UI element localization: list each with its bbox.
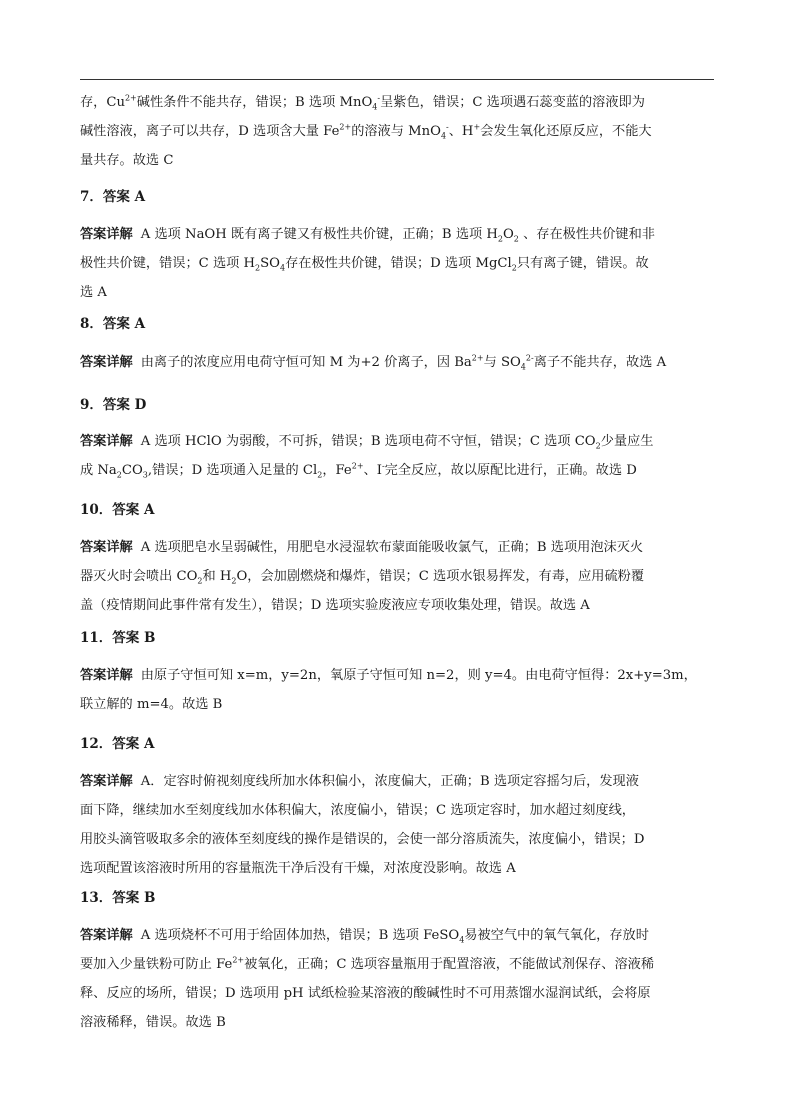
- detail-label: 答案详解: [80, 355, 133, 370]
- detail-label: 答案详解: [80, 928, 133, 943]
- question-13-heading: 13．答案 B: [80, 890, 156, 906]
- question-10-detail: 答案详解 A 选项肥皂水呈弱碱性，用肥皂水浸湿软布蒙面能吸收氯气，正确；B 选项用泡沫灭火 器灭火时会喷出 $CO_2$和 $H_2O$，会加剧燃烧和爆炸，错误；C 选项水银易挥发，有毒，应用硫粉覆 盖（疫情期间此事件常有发生），错误；D 选项实验废液应专项收集处理，错误。故选 A: [80, 540, 645, 613]
- question-11-detail: 答案详解 由原子守恒可知 x=m，y=2n，氧原子守恒可知 n=2，则 y=4。由电荷守恒得：2x+y=3m， 联立解的 m=4。故选 B: [80, 668, 697, 712]
- detail-label: 答案详解: [80, 434, 133, 449]
- question-10-heading: 10．答案 A: [80, 502, 155, 518]
- intro-line-3: 量共存。故选 C: [80, 153, 174, 168]
- question-12-heading: 12．答案 A: [80, 736, 155, 752]
- intro-line-1: 存，$Cu^{2+}$碱性条件不能共存，错误；B 选项 MnO$_4$-呈紫色，错误；C 选项遇石蕊变蓝的溶液即为: [80, 93, 645, 112]
- intro-text: [80, 88, 714, 175]
- detail-label: 答案详解: [80, 668, 133, 683]
- question-7-detail: 答案详解 A 选项 NaOH 既有离子键又有极性共价键，正确；B 选项 $H_2O_2$ 、存在极性共价键和非 极性共价键，错误；C 选项 $H_2SO_4$存在极性共价键，错误；D 选项 MgCl$_2$只有离子键，错误。故 选 A: [80, 227, 655, 300]
- detail-label: 答案详解: [80, 227, 133, 242]
- intro-line-2: 碱性溶液，离子可以共存，D 选项含大量 $Fe^{2+}$的溶液与 MnO$_4$-、H+会发生氧化还原反应，不能大: [80, 122, 652, 141]
- question-11-heading: 11．答案 B: [80, 630, 156, 646]
- question-13-detail: 答案详解 A 选项烧杯不可用于给固体加热，错误；B 选项 FeSO$_4$易被空气中的氧气氧化，存放时 要加入少量铁粉可防止 $Fe^{2+}$被氧化，正确；C 选项容量瓶用于配置溶液，不能做试剂保存、溶液稀 释、反应的场所，错误；D 选项用 pH 试纸检验某溶液的酸碱性时不可用蒸馏水湿润试纸，会将原 溶液稀释，错误。故选 B: [80, 928, 655, 1030]
- detail-label: 答案详解: [80, 540, 133, 555]
- detail-label: 答案详解: [80, 774, 133, 789]
- question-12-detail: 答案详解 A．定容时俯视刻度线所加水体积偏小，浓度偏大，正确；B 选项定容摇匀后，发现液 面下降，继续加水至刻度线加水体积偏大，浓度偏小，错误；C 选项定容时，加水超过刻度线， 用胶头滴管吸取多余的液体至刻度线的操作是错误的，会使一部分溶质流失，浓度偏小，错误；D 选项配置该溶液时所用的容量瓶洗干净后没有干燥，对浓度没影响。故选 A: [80, 774, 645, 876]
- question-7-heading: 7．答案 A: [80, 189, 146, 205]
- question-8-detail: 答案详解 由离子的浓度应用电荷守恒可知 M 为+2 价离子，因 $Ba^{2+}$与 $SO_4^{2-}$离子不能共存，故选 A: [80, 353, 667, 372]
- question-9-heading: 9．答案 D: [80, 397, 147, 413]
- header-rule: [80, 79, 714, 80]
- question-9-detail: 答案详解 A 选项 HClO 为弱酸，不可拆，错误；B 选项电荷不守恒，错误；C 选项 $CO_2$少量应生 成 $Na_2CO_3$,错误；D 选项通入足量的 $Cl_2$，$Fe^{2+}$、I-完全反应，故以原配比进行，正确。故选 D: [80, 434, 654, 480]
- question-8-heading: 8．答案 A: [80, 316, 146, 332]
